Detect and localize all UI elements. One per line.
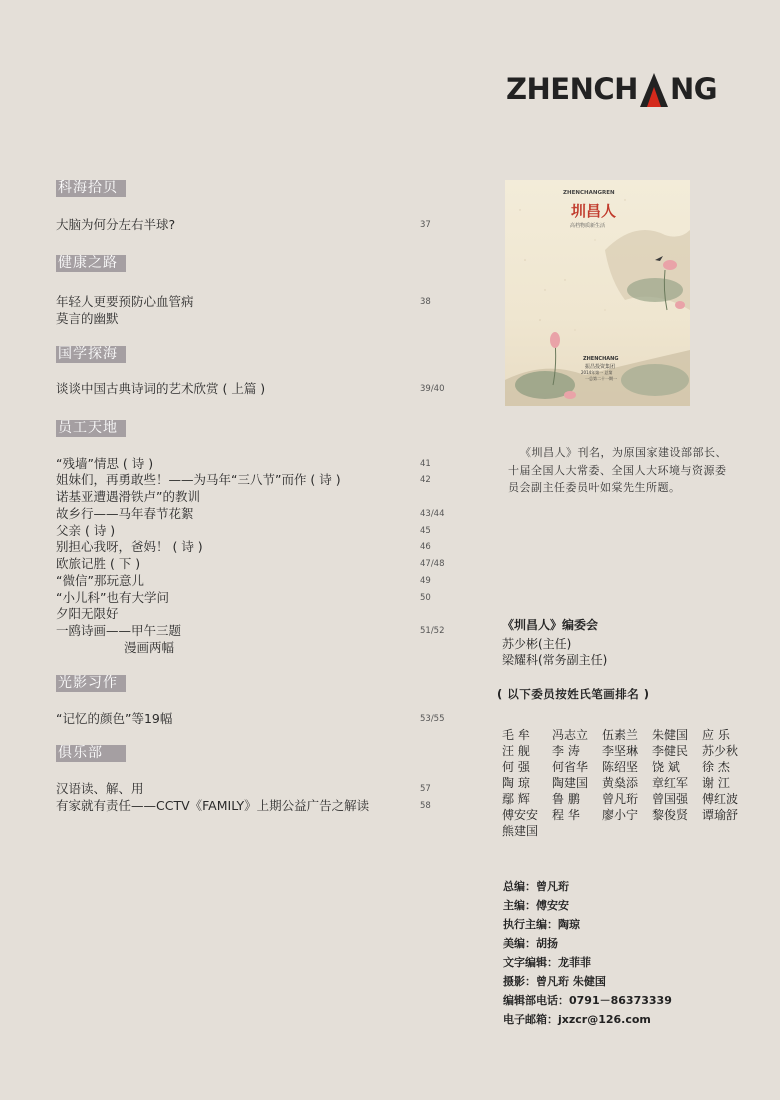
toc-entry[interactable]: 大脑为何分左右半球? (56, 217, 176, 232)
toc-entry[interactable]: “微信”那玩意儿 (56, 573, 144, 588)
member-name: 徐 杰 (702, 760, 730, 774)
order-note: ( 以下委员按姓氏笔画排名 ) (497, 687, 650, 701)
toc-page: 51/52 (420, 626, 445, 636)
member-name: 曾凡珩 (602, 792, 639, 806)
committee-members (502, 727, 752, 839)
member-name: 黎俊贤 (652, 808, 689, 822)
cover-brand-cn: 圳昌人 (571, 202, 617, 220)
member-row (502, 727, 752, 743)
cover-issue: 2014年第一 总第 (581, 370, 613, 375)
committee-title: 《圳昌人》编委会 (502, 618, 599, 632)
member-row (502, 823, 752, 839)
cover-subtitle: 高档物质新生活 (570, 223, 606, 229)
member-name: 李健民 (652, 744, 689, 758)
staff-line: 文字编辑：龙菲菲 (503, 956, 591, 969)
member-row (502, 743, 752, 759)
toc-page: 45 (420, 526, 431, 536)
member-name: 冯志立 (552, 728, 589, 742)
staff-line: 摄影：曾凡珩 朱健国 (503, 975, 606, 988)
member-name: 曾国强 (652, 792, 689, 806)
toc-entry[interactable]: 姐妹们，再勇敢些！——为马年“三八节”而作 ( 诗 ) (56, 472, 341, 487)
toc-entry[interactable]: “残墙”情思 ( 诗 ) (56, 456, 154, 471)
staff-line: 总编：曾凡珩 (503, 880, 569, 893)
toc-entry[interactable]: 父亲 ( 诗 ) (56, 523, 116, 538)
magazine-cover-image (505, 180, 690, 406)
toc-page: 49 (420, 576, 431, 586)
toc-entry[interactable]: “小儿科”也有大学问 (56, 590, 169, 605)
member-name: 熊建国 (502, 824, 539, 838)
staff-credits (503, 877, 672, 1029)
member-name: 傅安安 (502, 808, 539, 822)
toc-entry[interactable]: 诺基亚遭遇滑铁卢”的教训 (56, 489, 200, 504)
toc-entry[interactable]: 莫言的幽默 (56, 311, 119, 326)
toc-page: 38 (420, 297, 431, 307)
toc-page: 42 (420, 475, 431, 485)
toc-entry[interactable]: 故乡行——马年春节花絮 (56, 506, 194, 521)
toc-entry[interactable]: 别担心我呀，爸妈！ ( 诗 ) (56, 539, 203, 554)
member-name: 廖小宁 (602, 808, 639, 822)
member-name: 饶 斌 (652, 760, 680, 774)
toc-entry[interactable]: 有家就有责任——CCTV《FAMILY》上期公益广告之解读 (56, 798, 370, 813)
member-row (502, 791, 752, 807)
staff-line: 主编：傅安安 (503, 899, 569, 912)
section-heading: 国学探海 (56, 346, 126, 363)
member-name: 章红军 (652, 776, 689, 790)
member-name: 李坚琳 (602, 744, 639, 758)
staff-line: 执行主编：陶琼 (503, 918, 580, 931)
toc-page: 50 (420, 593, 431, 603)
member-name: 苏少秋 (702, 744, 739, 758)
cover-brand-en: ZHENCHANGREN (563, 190, 615, 196)
member-name: 何省华 (552, 760, 589, 774)
toc-entry[interactable]: 汉语读、解、用 (56, 781, 144, 796)
member-name: 李 涛 (552, 744, 580, 758)
toc-entry[interactable]: 欧旅记胜 ( 下 ) (56, 556, 141, 571)
logo-triangle-icon (639, 72, 669, 108)
member-name: 陶 琼 (502, 776, 530, 790)
toc-page: 57 (420, 784, 431, 794)
toc-entry[interactable]: 谈谈中国古典诗词的艺术欣赏 ( 上篇 ) (56, 381, 266, 396)
committee-lead: 梁耀科(常务副主任) (502, 653, 608, 667)
member-name: 谭瑜舒 (702, 808, 739, 822)
cover-caption: 《圳昌人》刊名，为原国家建设部部长、十届全国人大常委、全国人大环境与资源委员会副主任委员叶如棠先生所题。 (508, 446, 727, 494)
section-heading: 健康之路 (56, 255, 126, 272)
toc-entry[interactable]: 漫画两幅 (124, 640, 175, 655)
toc-page: 46 (420, 542, 431, 552)
member-name: 毛 牟 (502, 728, 530, 742)
logo-text-right: NG (669, 72, 718, 106)
staff-email[interactable]: 电子邮箱：jxzcr@126.com (503, 1013, 651, 1026)
staff-line: 美编：胡扬 (503, 937, 558, 950)
member-name: 汪 舰 (502, 744, 530, 758)
member-name: 陈绍坚 (602, 760, 639, 774)
member-name: 傅红波 (702, 792, 739, 806)
toc-page: 58 (420, 801, 431, 811)
toc-entry[interactable]: 夕阳无限好 (56, 606, 119, 621)
committee-lead: 苏少彬(主任) (502, 637, 572, 651)
logo-text-left: ZHENCH (506, 72, 638, 106)
section-heading: 科海拾贝 (56, 180, 126, 197)
cover-company-cn: 振昌投资集团 (585, 364, 616, 370)
toc-entry[interactable]: 年轻人更要预防心血管病 (56, 294, 194, 309)
toc-page: 39/40 (420, 384, 445, 394)
member-name: 朱健国 (652, 728, 689, 742)
section-heading: 俱乐部 (56, 745, 126, 762)
section-heading: 光影习作 (56, 675, 126, 692)
member-row (502, 807, 752, 823)
toc-page: 53/55 (420, 714, 445, 724)
member-name: 陶建国 (552, 776, 589, 790)
section-heading: 员工天地 (56, 420, 126, 437)
member-name: 谢 江 (702, 776, 730, 790)
cover-company: ZHENCHANG (583, 356, 619, 362)
staff-phone: 编辑部电话：0791－86373339 (503, 994, 672, 1007)
toc-page: 43/44 (420, 509, 445, 519)
member-name: 应 乐 (702, 728, 730, 742)
member-row (502, 775, 752, 791)
member-name: 程 华 (552, 808, 580, 822)
member-name: 何 强 (502, 760, 530, 774)
toc-page: 41 (420, 459, 431, 469)
cover-issue-2: 一总第二十一期一 (585, 376, 617, 381)
brand-logo (506, 70, 717, 106)
member-name: 鄢 辉 (502, 792, 530, 806)
member-name: 鲁 鹏 (552, 792, 580, 806)
toc-entry[interactable]: “记忆的颜色”等19幅 (56, 711, 173, 726)
member-name: 黄燊添 (602, 776, 639, 790)
member-row (502, 759, 752, 775)
toc-page: 47/48 (420, 559, 445, 569)
member-name: 伍素兰 (602, 728, 639, 742)
toc-entry[interactable]: 一鸥诗画——甲午三题 (56, 623, 182, 638)
toc-page: 37 (420, 220, 431, 230)
